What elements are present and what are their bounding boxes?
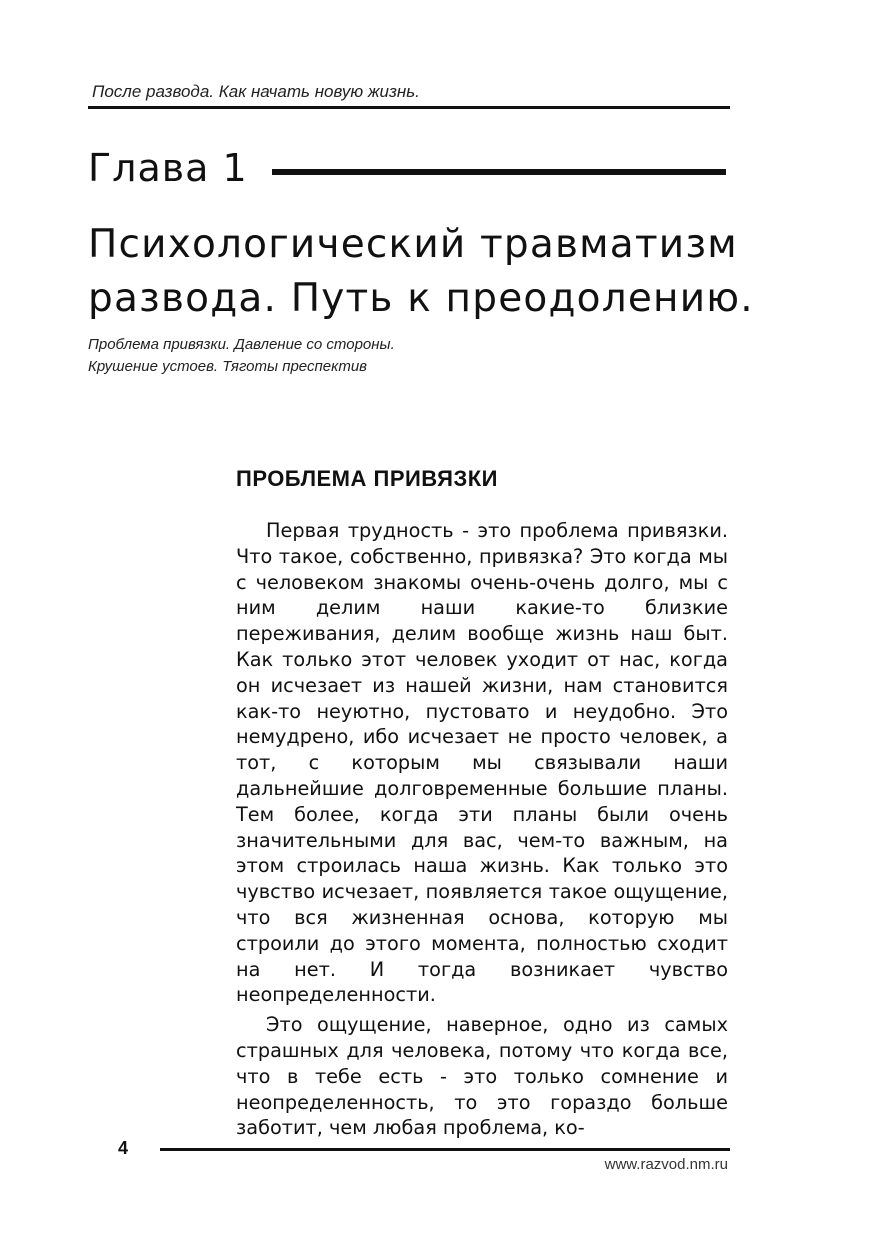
subtopics-line-1: Проблема привязки. Давление со стороны. (88, 336, 395, 353)
footer-rule (160, 1148, 730, 1151)
chapter-title-line-1: Психологический травматизм (88, 222, 738, 267)
header-rule (88, 106, 730, 109)
chapter-title-line-2: развода. Путь к преодолению. (88, 276, 754, 321)
page-number: 4 (118, 1138, 129, 1158)
section-heading: ПРОБЛЕМА ПРИВЯЗКИ (236, 466, 498, 491)
running-head: После развода. Как начать новую жизнь. (92, 82, 420, 101)
chapter-title (88, 218, 754, 326)
paragraph-2: Это ощущение, наверное, одно из самых страшных для человека, потому что когда все, что в тебе есть - это только сомнение и неопределенность, то это гораздо больше заботит, чем любая проблема, ко- (236, 1013, 728, 1140)
chapter-subtopics (88, 334, 395, 378)
paragraph-1: Первая трудность - это проблема привязки. Что такое, собственно, привязка? Это когда мы с человеком знакомы очень-очень долго, мы с ним делим наши какие-то близкие переживания, делим вообще жизнь наш быт. Как только этот человек уходит от нас, когда он исчезает из нашей жизни, нам становится как-то неуютно, пустовато и неудобно. Это немудрено, ибо исчезает не просто человек, а тот, с которым мы связывали наши дальнейшие долговременные большие планы. Тем более, когда эти планы были очень значительными для вас, чем-то важным, на этом строилась наша жизнь. Как только это чувство исчезает, появляется такое ощущение, что вся жизненная основа, которую мы строили до этого момента, полностью сходит на нет. И тогда возникает чувство неопределенности. (236, 519, 728, 1007)
chapter-label: Глава 1 (88, 146, 248, 190)
subtopics-line-2: Крушение устоев. Тяготы преспектив (88, 358, 367, 375)
footer-url: www.razvod.nm.ru (604, 1156, 728, 1173)
body-text (236, 518, 728, 1145)
chapter-rule (272, 169, 726, 175)
